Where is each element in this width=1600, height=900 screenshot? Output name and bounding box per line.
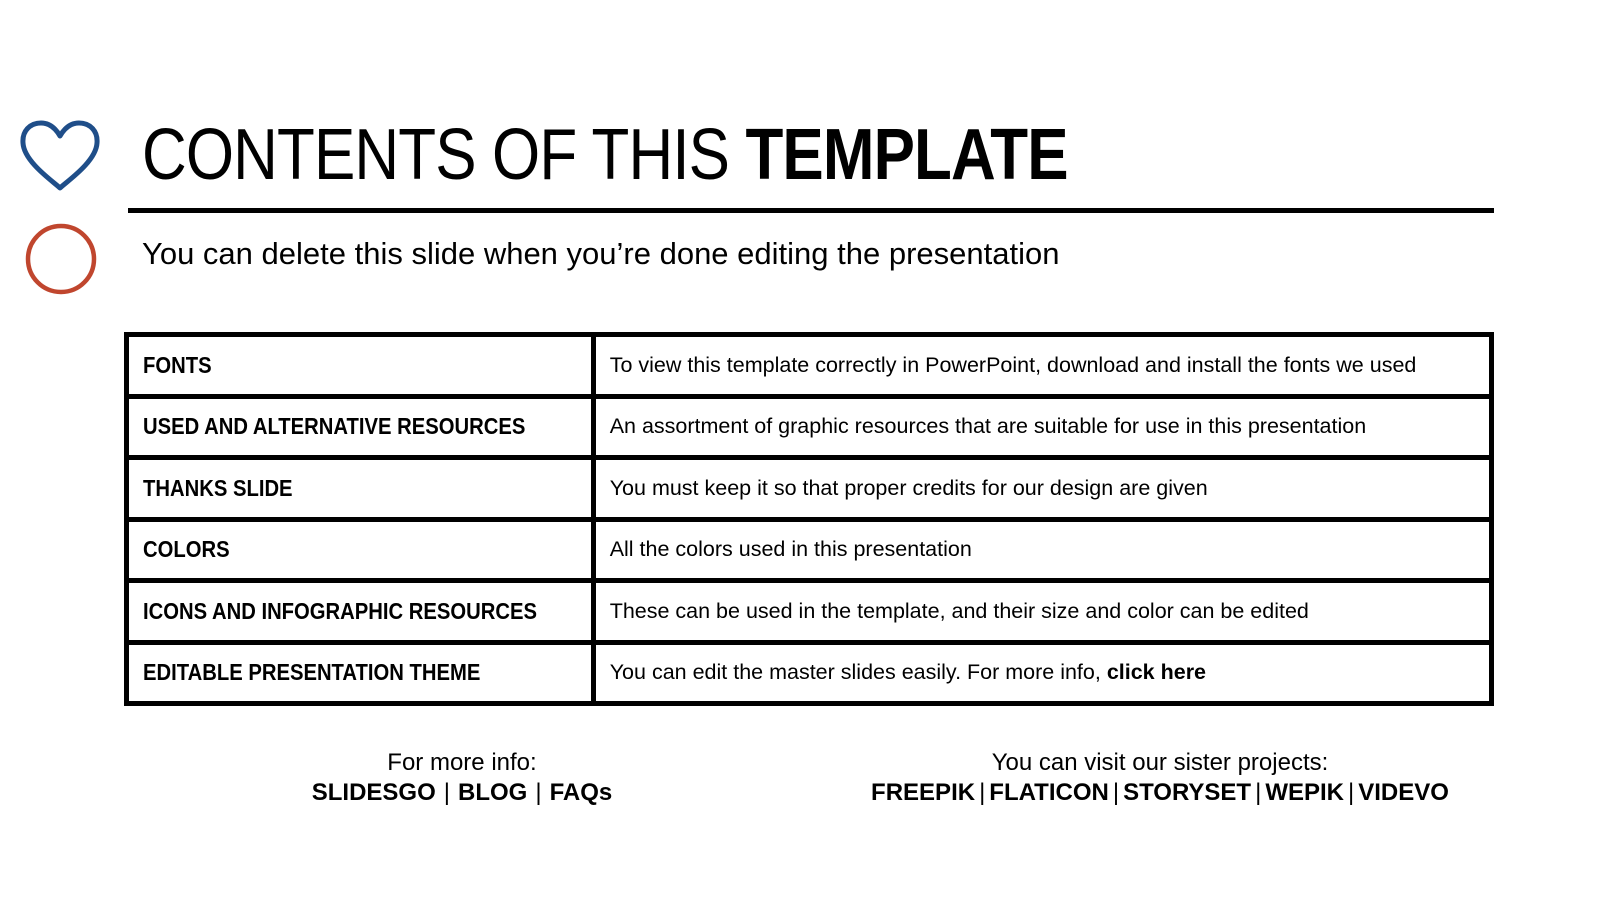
wepik-link[interactable]: WEPIK [1265,779,1344,806]
link-separator: | [1112,779,1120,806]
videvo-link[interactable]: VIDEVO [1358,779,1449,806]
table-row [127,642,1492,704]
circle-outline-icon [24,222,98,296]
link-separator: | [535,779,542,806]
row-description: You can edit the master slides easily. For more info, [609,660,1107,685]
table-row [127,458,1492,520]
table-row [127,396,1492,458]
storyset-link[interactable]: STORYSET [1123,779,1252,806]
title-bold: TEMPLATE [745,115,1068,195]
flaticon-link[interactable]: FLATICON [989,779,1109,806]
row-description: To view this template correctly in PowerPoint, download and install the fonts we used [593,335,1491,397]
row-label-cell [127,519,594,581]
row-label: THANKS SLIDE [143,474,293,501]
subtitle: You can delete this slide when you’re done editing the presentation [142,236,1060,271]
row-label-cell [127,642,594,704]
title-regular: CONTENTS OF THIS [142,115,746,195]
heart-outline-path [23,123,97,188]
row-label-cell [127,458,594,520]
footer-more-info-heading: For more info: [387,749,537,776]
table-row [127,581,1492,643]
contents-table [124,332,1494,706]
click-here-link[interactable]: click here [1106,660,1207,685]
link-separator: | [1255,779,1262,806]
footer-sister-projects [830,748,1490,808]
footer-more-info [262,748,662,808]
row-label: COLORS [143,536,230,563]
row-description: An assortment of graphic resources that are suitable for use in this presentation [593,396,1491,458]
row-description: All the colors used in this presentation [593,519,1491,581]
row-label-cell [127,335,594,397]
page-title [142,112,1068,198]
footer-sister-projects-heading: You can visit our sister projects: [991,749,1329,776]
link-separator: | [979,779,986,806]
slidesgo-link[interactable]: SLIDESGO [311,779,436,806]
freepik-link[interactable]: FREEPIK [871,779,976,806]
row-description: You must keep it so that proper credits for our design are given [593,458,1491,520]
row-label: EDITABLE PRESENTATION THEME [143,659,481,686]
link-separator: | [443,779,450,806]
title-divider [128,208,1494,213]
row-label-cell [127,396,594,458]
heart-outline-icon [18,118,102,194]
footer-more-info-links [262,778,662,808]
blog-link[interactable]: BLOG [458,779,528,806]
table-row [127,335,1492,397]
row-label: ICONS AND INFOGRAPHIC RESOURCES [143,597,537,624]
row-description: These can be used in the template, and their size and color can be edited [593,581,1491,643]
row-label: USED AND ALTERNATIVE RESOURCES [143,413,526,440]
row-label-cell [127,581,594,643]
faqs-link[interactable]: FAQs [549,779,613,806]
row-label: FONTS [143,351,212,378]
circle-outline-shape [28,226,94,292]
link-separator: | [1348,779,1355,806]
footer-sister-projects-links [830,778,1490,808]
table-row [127,519,1492,581]
row-description-with-link [593,642,1491,704]
